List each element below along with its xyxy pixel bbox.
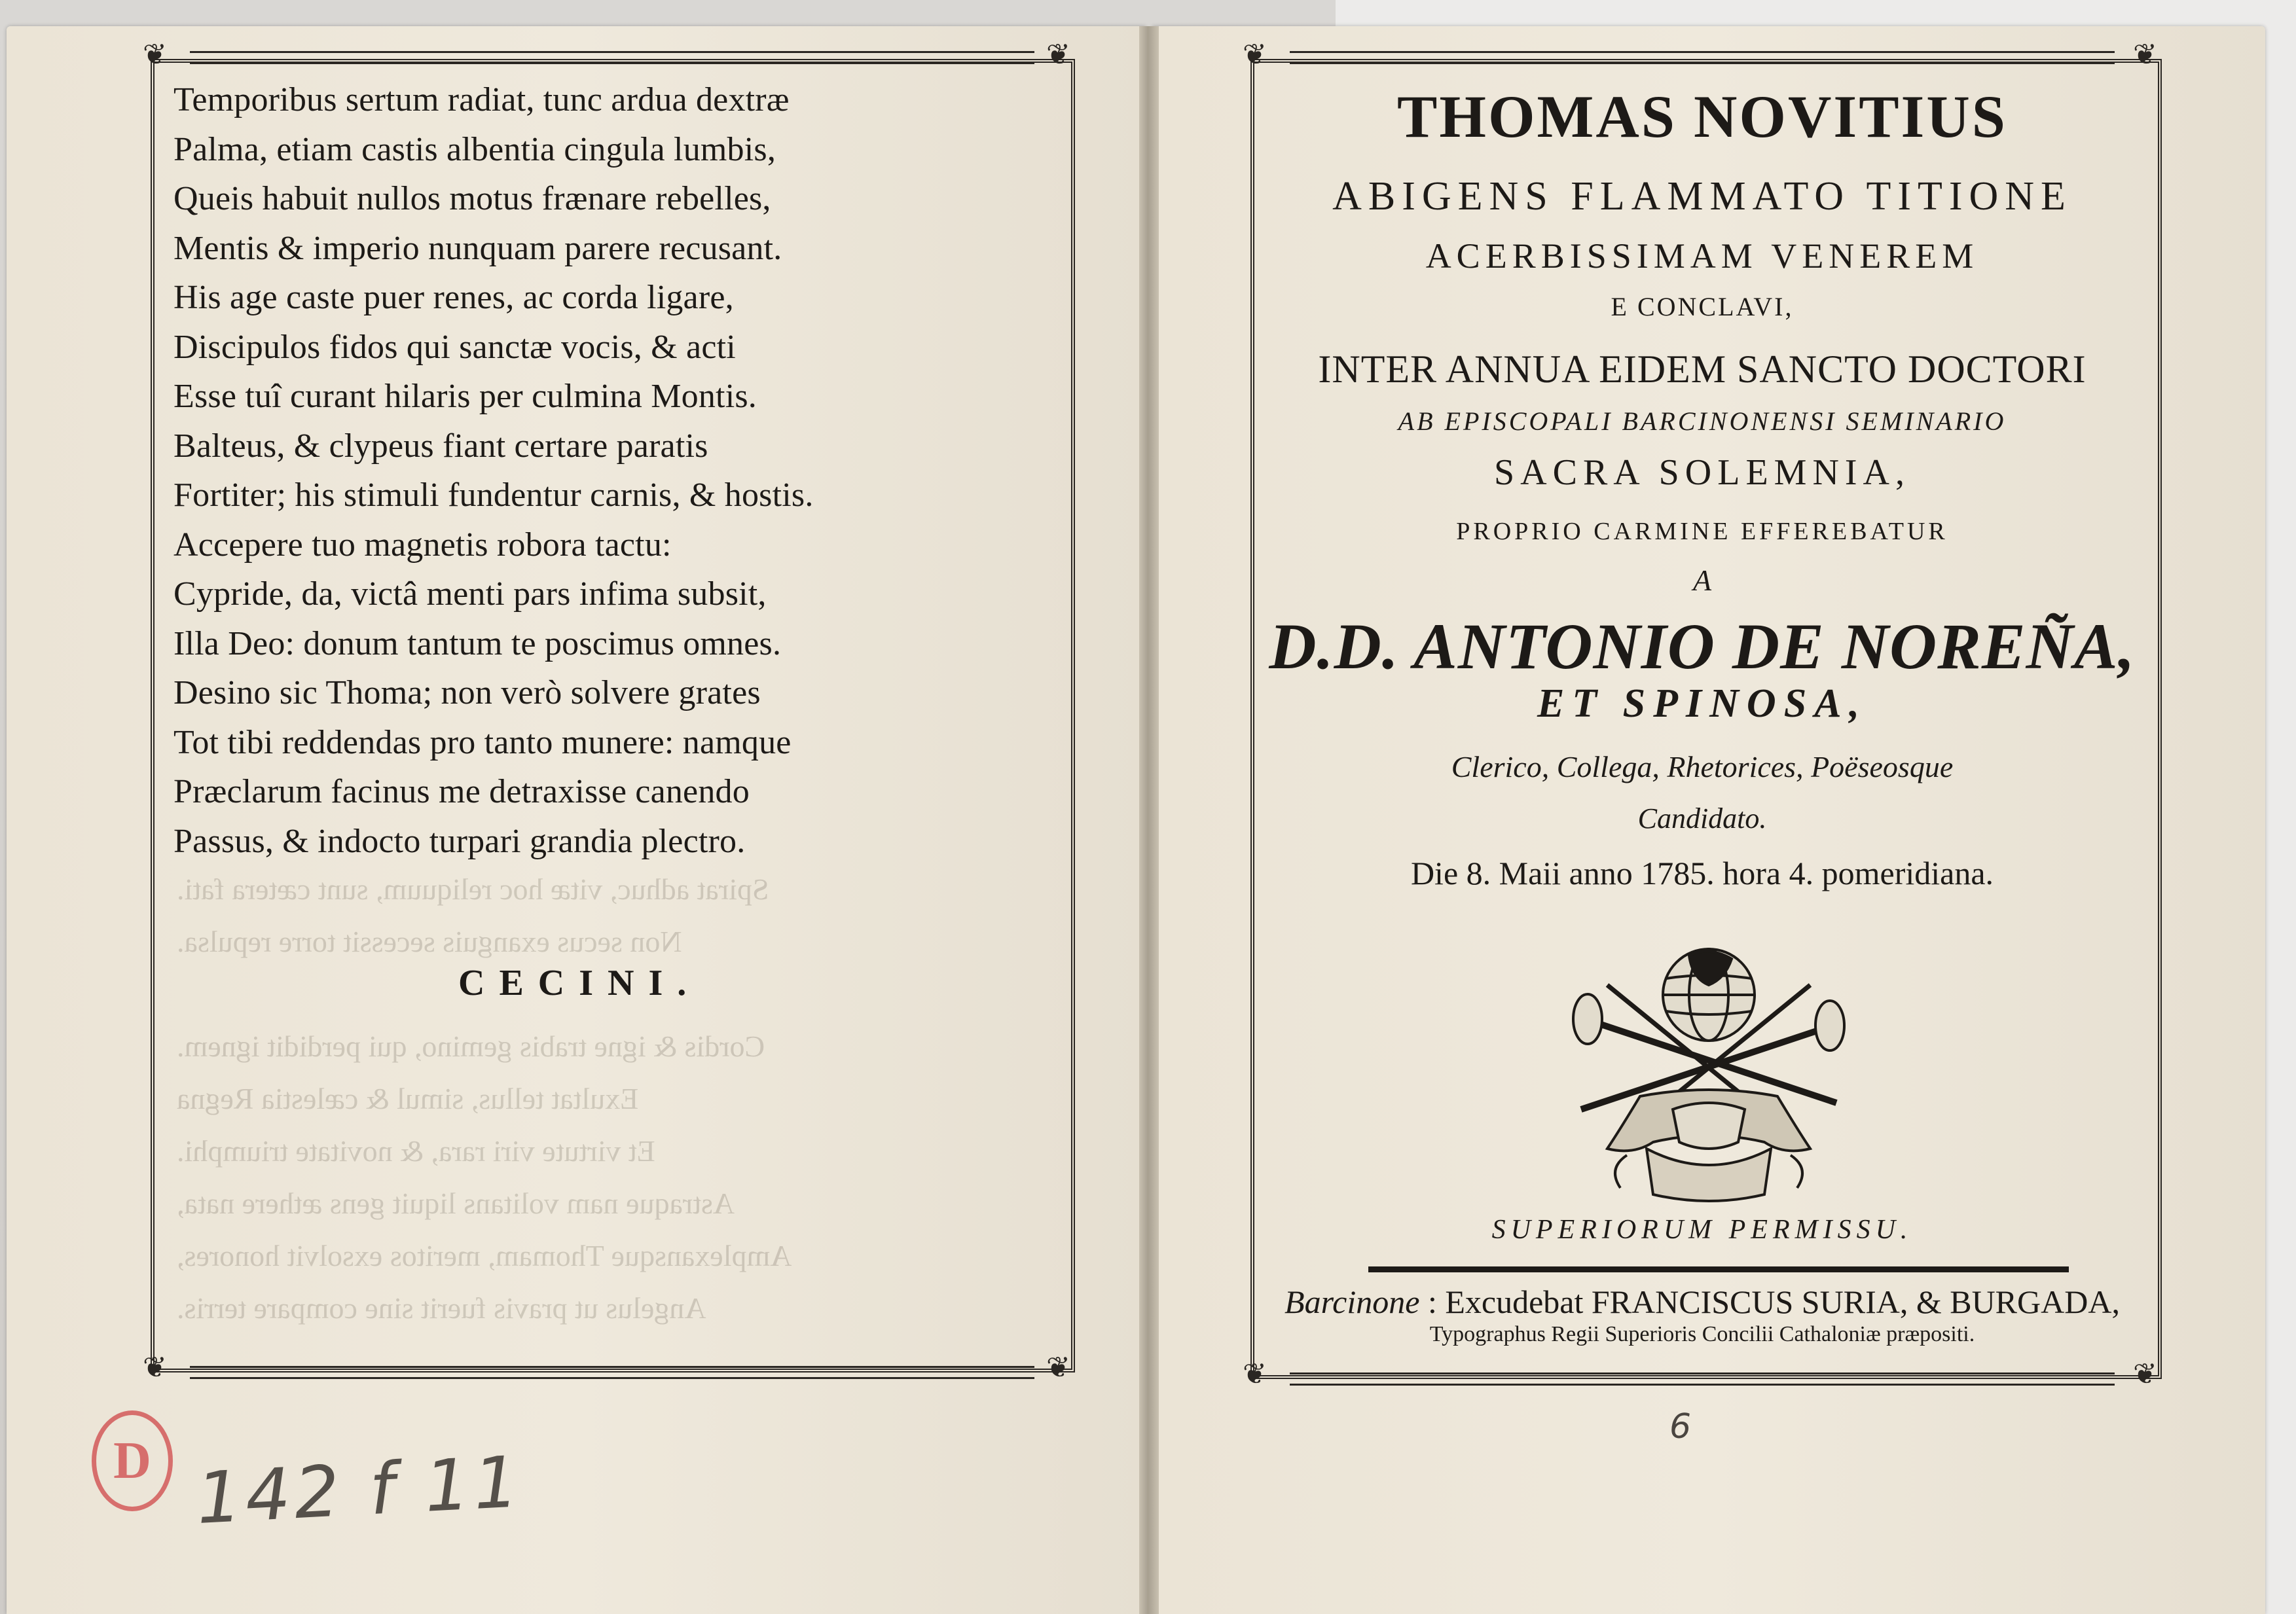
corner-ornament-icon: ❦ xyxy=(1243,39,1267,71)
subtitle-line: E CONCLAVI, xyxy=(1611,292,1794,321)
library-stamp: D xyxy=(92,1410,173,1511)
closing-word: CECINI. xyxy=(458,963,701,1003)
bleed-through-text: Amplexansque Thomam, meritos exsolvit honores, xyxy=(177,1239,792,1272)
author-surname: ET SPINOSA, xyxy=(1537,681,1868,726)
poem-line: Temporibus sertum radiat, tunc ardua dextræ xyxy=(173,81,790,118)
poem-line: Accepere tuo magnetis robora tactu: xyxy=(173,526,672,564)
corner-ornament-icon: ❦ xyxy=(2133,1358,2157,1390)
poem-line: Desino sic Thoma; non verò solvere grates xyxy=(173,674,761,711)
bleed-through-text: Non secus exanguis secessit torre repulsa. xyxy=(177,925,682,958)
poem-line: Cypride, da, victâ menti pars infima subsit, xyxy=(173,575,767,613)
subtitle-line: ABIGENS FLAMMATO TITIONE xyxy=(1332,174,2072,219)
subtitle-line: INTER ANNUA EIDEM SANCTO DOCTORI xyxy=(1318,348,2086,391)
poem-line: Passus, & indocto turpari grandia plectro. xyxy=(173,822,746,860)
subtitle-line: ACERBISSIMAM VENEREM xyxy=(1425,236,1979,276)
top-ornament-band xyxy=(1290,51,2115,64)
bleed-through-text: Cordis & igne trabis gemino, qui perdidit ignem. xyxy=(177,1030,765,1063)
poem-line: Fortiter; his stimuli fundentur carnis, & hostis. xyxy=(173,476,814,514)
corner-ornament-icon: ❦ xyxy=(1046,1352,1070,1384)
poem-line: His age caste puer renes, ac corda ligare, xyxy=(173,279,734,316)
bleed-through-text: Exultat tellus, simul & cælestia Regna xyxy=(177,1082,639,1115)
poem-line: Esse tuî curant hilaris per culmina Montis. xyxy=(173,378,757,415)
subtitle-line: A xyxy=(1692,564,1712,597)
bottom-ornament-band xyxy=(190,1366,1034,1379)
corner-ornament-icon: ❦ xyxy=(143,39,167,71)
handwritten-shelfmark: 142 f 11 xyxy=(194,1441,525,1540)
bleed-through-text: Et virtute viri rara, & novitate triumphi. xyxy=(177,1134,655,1168)
poem-text xyxy=(173,75,1051,866)
poem-line: Tot tibi reddendas pro tanto munere: namque xyxy=(173,723,792,761)
imprint-line-2: Typographus Regii Superioris Concilii Cathaloniæ præpositi. xyxy=(1429,1322,1975,1346)
corner-ornament-icon: ❦ xyxy=(1243,1358,1267,1390)
imprint-line xyxy=(1257,1283,2147,1321)
permission-line: SUPERIORUM PERMISSU. xyxy=(1491,1215,1913,1245)
subtitle-line: PROPRIO CARMINE EFFEREBATUR xyxy=(1456,518,1948,545)
event-date: Die 8. Maii anno 1785. hora 4. pomeridiana. xyxy=(1410,855,1994,891)
emblem-globe-trophy-icon xyxy=(1568,933,1850,1208)
poem-line: Palma, etiam castis albentia cingula lumbis, xyxy=(173,130,776,168)
subtitle-line: SACRA SOLEMNIA, xyxy=(1494,452,1910,493)
poem-line: Mentis & imperio nunquam parere recusant. xyxy=(173,229,782,267)
bleed-through-text: Astraque nam volitans liquit gens æthere nata, xyxy=(177,1187,735,1220)
divider-rule xyxy=(1368,1266,2069,1272)
poem-line: Præclarum facinus me detraxisse canendo xyxy=(173,773,750,810)
poem-line: Balteus, & clypeus fiant certare paratis xyxy=(173,427,708,465)
subtitle-line: AB EPISCOPALI BARCINONENSI SEMINARIO xyxy=(1398,406,2007,436)
handwritten-page-number: 6 xyxy=(1669,1407,1692,1446)
top-ornament-band xyxy=(190,51,1034,64)
author-name: D.D. ANTONIO DE NOREÑA, xyxy=(1269,610,2136,683)
poem-line: Illa Deo: donum tantum te poscimus omnes. xyxy=(173,624,782,662)
book-gutter xyxy=(1139,26,1159,1614)
author-role: Candidato. xyxy=(1637,802,1767,834)
imprint-printer: : Excudebat FRANCISCUS SURIA, & BURGADA, xyxy=(1427,1283,2120,1320)
bottom-ornament-band xyxy=(1290,1372,2115,1386)
title: THOMAS NOVITIUS xyxy=(1397,83,2007,150)
corner-ornament-icon: ❦ xyxy=(2133,39,2157,71)
poem-line: Discipulos fidos qui sanctæ vocis, & acti xyxy=(173,328,736,366)
bleed-through-text: Spirat adhuc, vitæ hoc reliquum, sunt cætera fati. xyxy=(177,872,769,906)
corner-ornament-icon: ❦ xyxy=(1046,39,1070,71)
imprint-city: Barcinone xyxy=(1285,1283,1420,1320)
author-role: Clerico, Collega, Rhetorices, Poëseosque xyxy=(1451,750,1954,783)
corner-ornament-icon: ❦ xyxy=(143,1352,167,1384)
bleed-through-text: Angelus ut pravis fuerit sine compare terris. xyxy=(177,1291,706,1325)
poem-line: Queis habuit nullos motus frænare rebelles, xyxy=(173,180,771,217)
